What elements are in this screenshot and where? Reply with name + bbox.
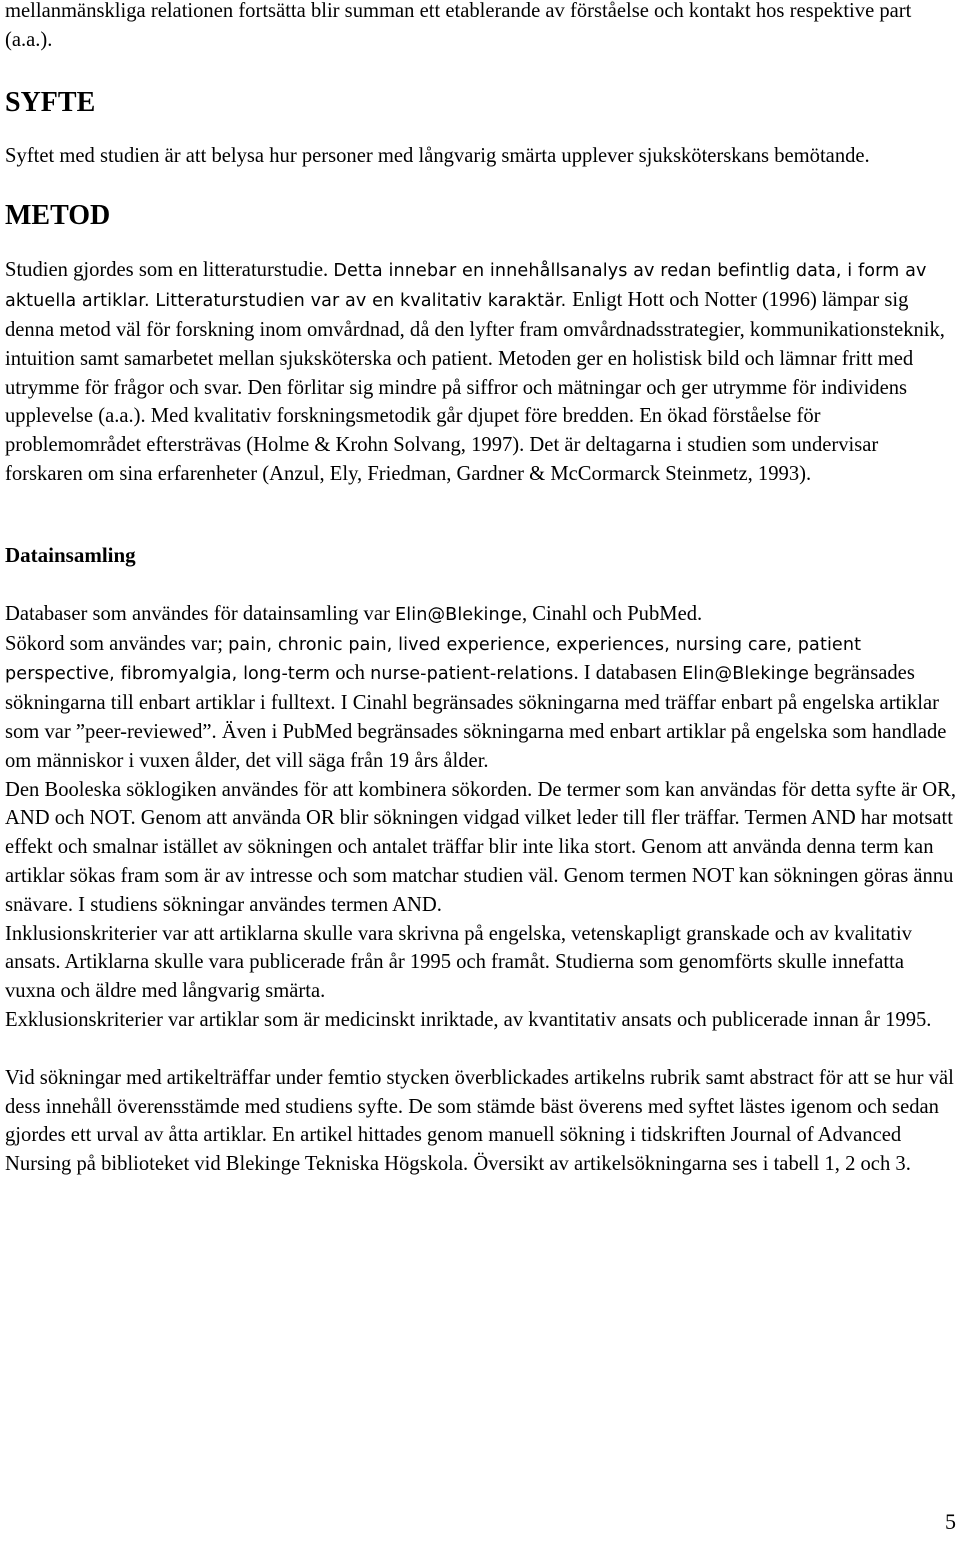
sokord-text-a: Sökord som användes var; [5, 632, 229, 655]
search-terms: pain, chronic pain, lived experience, experiences, nursing care, patient perspective, fibromyalgia, long-term [5, 634, 862, 685]
intro-paragraph: mellanmänskliga relationen fortsätta blir summan ett etablerande av förståelse och kontakt hos respektive part (a.a.). [5, 0, 912, 51]
metod-text-serif-1: Studien gjordes som en litteraturstudie. [5, 259, 334, 282]
exklusion-paragraph: Exklusionskriterier var artiklar som är medicinskt inriktade, av kvantitativ ansats och publicerade innan år 1995. [5, 1008, 932, 1031]
metod-text-sans: Detta innebar en innehållsanalys av redan befintlig data, i form av aktuella artiklar. Litteraturstudien var av en kvalitativ karaktär. [5, 261, 927, 312]
document-page [5, 0, 957, 1179]
metod-paragraph [5, 256, 957, 488]
databases-text-c: , Cinahl och PubMed. [521, 602, 703, 625]
metod-heading: METOD [5, 200, 111, 232]
databases-paragraph [5, 600, 957, 630]
inklusion-paragraph: Inklusionskriterier var att artiklarna skulle vara skrivna på engelska, vetenskapligt granskade och av kvalitativ ansats. Artiklarna skulle vara publicerade från år 1995 och framåt. Studierna som genomförts skulle innefatta vuxna och äldre med långvarig smärta. [5, 922, 912, 1003]
syfte-heading: SYFTE [5, 86, 96, 118]
search-term-relations: nurse-patient-relations [370, 664, 574, 685]
metod-text-serif-2: Enligt Hott och Notter (1996) lämpar sig denna metod väl för forskning inom omvårdnad, då den lyfter fram omvårdnadsstrategier, kommunikationsteknik, intuition samt samarbetet mellan sjuksköterska och patient. Metoden ger en holistisk bild och lämnar fritt med utrymme för frågor och svar. Den förlitar sig mindre på siffror och mätningar och ger utrymme för individens upplevelse (a.a.). Med kvalitativ forskningsmetodik går djupet före bredden. En ökad förståelse för problemområdet eftersträvas (Holme & Krohn Solvang, 1997). Det är deltagarna i studien som undervisar forskaren om sina erfarenheter (Anzul, Ely, Friedman, Gardner & McCormarck Steinmetz, 1993). [5, 289, 945, 485]
datainsamling-heading: Datainsamling [5, 542, 136, 567]
sokord-text-c: och [330, 662, 371, 685]
urval-paragraph: Vid sökningar med artikelträffar under femtio stycken överblickades artikelns rubrik samt abstract för att se hur väl dess innehåll överensstämde med studiens syfte. De som stämde bäst överens med syftet lästes igenom och sedan gjordes ett urval av åtta artiklar. En artikel hittades genom manuell sökning i tidskriften Journal of Advanced Nursing på biblioteket vid Blekinge Tekniska Högskola. Översikt av artikelsökningarna ses i tabell 1, 2 och 3. [5, 1066, 954, 1176]
databases-text-a: Databaser som användes för datainsamling var [5, 602, 396, 625]
page-number: 5 [945, 1509, 956, 1534]
sokord-text-g: begränsades sökningarna till enbart artiklar i fulltext. I Cinahl begränsades sökningarna med träffar enbart på engelska artiklar som var ”peer-reviewed”. Även i PubMed begränsades sökningarna med enbart artiklar på engelska som handlade om människor i vuxen ålder, det vill säga från 19 års ålder. [5, 662, 947, 772]
boolean-paragraph: Den Booleska söklogiken användes för att kombinera sökorden. De termer som kan användas för detta syfte är OR, AND och NOT. Genom att använda OR blir sökningen vidgad vilket leder till fler träffar. Termen AND har motsatt effekt och smalnar istället av sökningen och antalet träffar blir inte lika stort. Genom att använda denna term kan artiklar sökas fram som är av intresse och som matchar studien väl. Genom termen NOT kan sökningen göras ännu snävare. I studiens sökningar användes termen AND. [5, 778, 957, 916]
syfte-paragraph: Syftet med studien är att belysa hur personer med långvarig smärta upplever sjuksköterskans bemötande. [5, 144, 870, 167]
sokord-paragraph [5, 630, 957, 776]
database-name-elin-2: Elin@Blekinge [682, 664, 810, 685]
database-name-elin: Elin@Blekinge [395, 604, 522, 625]
sokord-text-e: . I databasen [573, 662, 683, 685]
